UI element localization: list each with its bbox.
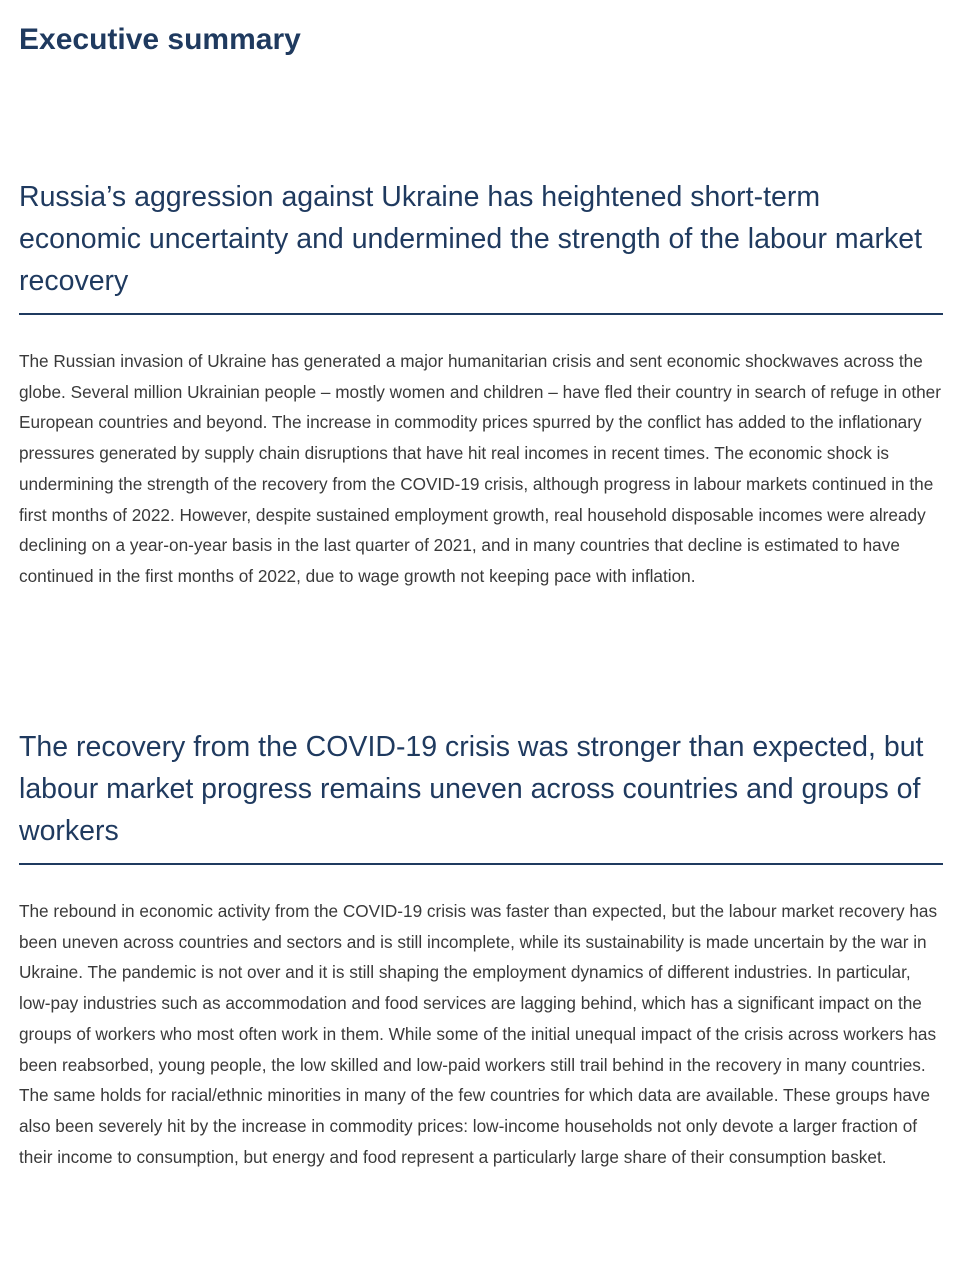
section-covid-recovery bbox=[19, 726, 943, 1172]
section-body: The Russian invasion of Ukraine has generated a major humanitarian crisis and sent economic shockwaves across the globe. Several million Ukrainian people – mostly women and children – have fled their country in search of refuge in other European countries and beyond. The increase in commodity prices spurred by the conflict has added to the inflationary pressures generated by supply chain disruptions that have hit real incomes in recent times. The economic shock is undermining the strength of the recovery from the COVID-19 crisis, although progress in labour markets continued in the first months of 2022. However, despite sustained employment growth, real household disposable incomes were already declining on a year-on-year basis in the last quarter of 2021, and in many countries that decline is estimated to have continued in the first months of 2022, due to wage growth not keeping pace with inflation. bbox=[19, 351, 941, 586]
page-title: Executive summary bbox=[19, 23, 301, 56]
section-heading: The recovery from the COVID-19 crisis was stronger than expected, but labour market progress remains uneven across countries and groups of workers bbox=[19, 726, 943, 865]
section-heading: Russia’s aggression against Ukraine has heightened short-term economic uncertainty and undermined the strength of the labour market recovery bbox=[19, 176, 943, 315]
section-body: The rebound in economic activity from the COVID-19 crisis was faster than expected, but the labour market recovery has been uneven across countries and sectors and is still incomplete, while its sustainability is made uncertain by the war in Ukraine. The pandemic is not over and it is still shaping the employment dynamics of different industries. In particular, low-pay industries such as accommodation and food services are lagging behind, which has a significant impact on the groups of workers who most often work in them. While some of the initial unequal impact of the crisis across workers has been reabsorbed, young people, the low skilled and low-paid workers still trail behind in the recovery in many countries. The same holds for racial/ethnic minorities in many of the few countries for which data are available. These groups have also been severely hit by the increase in commodity prices: low-income households not only devote a larger fraction of their income to consumption, but energy and food represent a particularly large share of their consumption basket. bbox=[19, 901, 938, 1167]
section-russia-aggression bbox=[19, 176, 943, 592]
